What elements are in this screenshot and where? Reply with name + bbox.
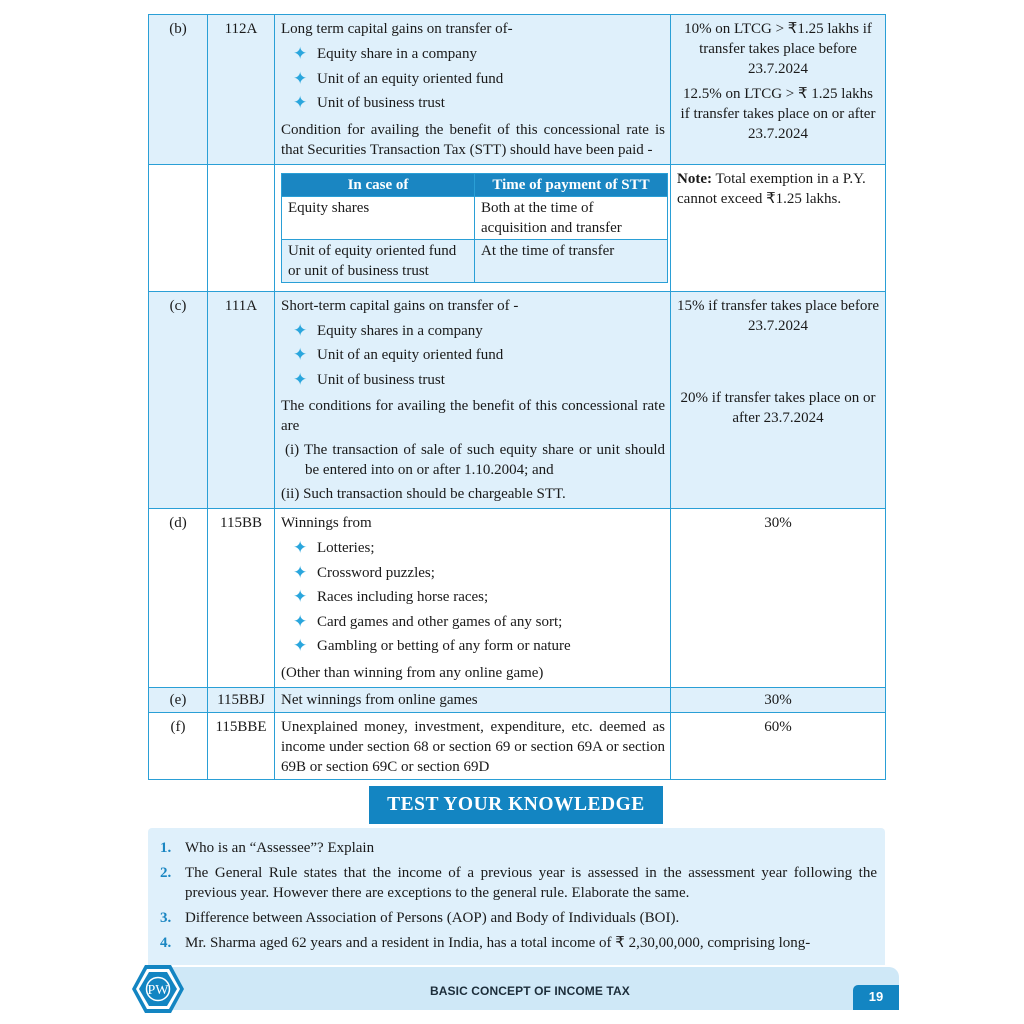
condition-text: Condition for availing the benefit of this concessional rate is that Securities Transaction Tax (STT) should have been paid - <box>281 121 665 158</box>
condition-text: The conditions for availing the benefit of this concessional rate are <box>281 398 665 434</box>
question-text: Mr. Sharma aged 62 years and a resident in India, has a total income of ₹ 2,30,00,000, comprising long- <box>185 935 811 951</box>
stt-table-cell <box>275 164 671 291</box>
question-number: 1. <box>160 840 172 856</box>
pw-hexagon-logo-icon <box>131 962 185 1016</box>
section-number: 115BBE <box>208 712 275 779</box>
rate-text: 15% if transfer takes place before 23.7.2024 <box>677 297 879 334</box>
stt-cell: At the time of transfer <box>475 239 668 282</box>
four-point-star-icon: ✦ <box>293 345 308 365</box>
four-point-star-icon: ✦ <box>293 369 308 390</box>
item-label: (b) <box>149 15 208 165</box>
table-row <box>282 196 668 239</box>
item-label: (c) <box>149 291 208 509</box>
item-label: (f) <box>149 712 208 779</box>
rate-text: 30% <box>764 515 792 531</box>
tax-rates-table <box>148 14 886 780</box>
description-cell <box>275 15 671 165</box>
rate-text: 10% on LTCG > ₹1.25 lakhs if transfer takes place before 23.7.2024 <box>684 21 872 77</box>
four-point-star-icon: ✦ <box>293 636 308 656</box>
rate-cell <box>671 509 886 688</box>
section-number: 112A <box>208 15 275 165</box>
four-point-star-icon: ✦ <box>293 611 308 632</box>
question-item <box>158 863 877 903</box>
rate-cell <box>671 15 886 165</box>
condition-item: (i) The transaction of sale of such equity share or unit should be entered into on or after 1.10.2004; and <box>285 442 665 478</box>
table-row <box>282 239 668 282</box>
description-intro: Long term capital gains on transfer of- <box>281 21 513 37</box>
questions-box <box>148 828 885 965</box>
list-item: ✦ Card games and other games of any sort; <box>281 610 665 635</box>
rate-text: 20% if transfer takes place on or after 23.7.2024 <box>680 389 876 426</box>
question-item <box>158 933 877 953</box>
table-row-d <box>149 509 886 688</box>
item-label: (e) <box>149 687 208 712</box>
note-label: Note: <box>677 170 712 187</box>
four-point-star-icon: ✦ <box>293 68 308 89</box>
four-point-star-icon: ✦ <box>293 538 308 558</box>
test-your-knowledge-heading: TEST YOUR KNOWLEDGE <box>369 786 663 824</box>
question-number: 3. <box>160 910 172 926</box>
description-cell <box>275 509 671 688</box>
description-cell: Net winnings from online games <box>275 687 671 712</box>
table-row-c <box>149 291 886 509</box>
stt-cell: Unit of equity oriented fund or unit of business trust <box>282 239 475 282</box>
list-item: ✦ Races including horse races; <box>281 585 665 610</box>
rate-text: 12.5% on LTCG > ₹ 1.25 lakhs if transfer takes place on or after 23.7.2024 <box>680 86 876 142</box>
question-number: 4. <box>160 935 172 951</box>
description-intro: Winnings from <box>281 515 372 531</box>
condition-item: (ii) Such transaction should be chargeable STT. <box>281 486 566 502</box>
four-point-star-icon: ✦ <box>293 587 308 607</box>
stt-cell: Both at the time of acquisition and transfer <box>475 196 668 239</box>
list-item: ✦ Unit of business trust <box>281 368 665 393</box>
rate-cell: 60% <box>671 712 886 779</box>
description-cell: Unexplained money, investment, expenditure, etc. deemed as income under section 68 or section 69 or section 69A or section 69B or section 69C or section 69D <box>275 712 671 779</box>
section-number: 111A <box>208 291 275 509</box>
stt-payment-table <box>281 173 668 283</box>
page-number: 19 <box>868 989 884 1004</box>
stt-header-case: In case of <box>282 173 475 196</box>
description-intro: Short-term capital gains on transfer of - <box>281 297 519 314</box>
item-label-empty <box>149 164 208 291</box>
question-item <box>158 838 877 858</box>
bullet-list <box>281 536 665 659</box>
list-item: ✦ Lotteries; <box>281 536 665 561</box>
question-text: Who is an “Assessee”? Explain <box>185 840 375 856</box>
stt-header-time: Time of payment of STT <box>475 173 668 196</box>
table-row-f <box>149 712 886 779</box>
list-item: ✦ Unit of an equity oriented fund <box>281 67 665 92</box>
stt-header-row <box>282 173 668 196</box>
table-row-e <box>149 687 886 712</box>
four-point-star-icon: ✦ <box>293 93 308 113</box>
section-number-empty <box>208 164 275 291</box>
section-number: 115BB <box>208 509 275 688</box>
bullet-list <box>281 42 665 116</box>
four-point-star-icon: ✦ <box>293 562 308 583</box>
question-text: Difference between Association of Persons (AOP) and Body of Individuals (BOI). <box>185 910 680 926</box>
list-item: ✦ Unit of an equity oriented fund <box>281 343 665 368</box>
list-item: ✦ Equity shares in a company <box>281 319 665 344</box>
question-text: The General Rule states that the income of a previous year is assessed in the assessment year following the previous year. However there are exceptions to the general rule. Elaborate the same. <box>185 865 877 901</box>
logo-text: PW <box>147 983 169 998</box>
description-cell <box>275 291 671 509</box>
list-item: ✦ Gambling or betting of any form or nature <box>281 634 665 659</box>
bullet-list <box>281 319 665 393</box>
four-point-star-icon: ✦ <box>293 44 308 64</box>
list-item: ✦ Equity share in a company <box>281 42 665 67</box>
list-item: ✦ Crossword puzzles; <box>281 561 665 586</box>
note-cell <box>671 164 886 291</box>
item-label: (d) <box>149 509 208 688</box>
note-text: Total exemption in a P.Y. cannot exceed ₹1.25 lakhs. <box>677 170 866 207</box>
four-point-star-icon: ✦ <box>293 320 308 341</box>
stt-cell: Equity shares <box>282 196 475 239</box>
table-row-b <box>149 15 886 165</box>
footer-title: BASIC CONCEPT OF INCOME TAX <box>430 984 630 998</box>
section-number: 115BBJ <box>208 687 275 712</box>
question-item <box>158 908 877 928</box>
rate-cell: 30% <box>671 687 886 712</box>
question-number: 2. <box>160 865 172 881</box>
rate-cell <box>671 291 886 509</box>
list-item: ✦ Unit of business trust <box>281 91 665 116</box>
table-row-b-stt <box>149 164 886 291</box>
exclusion-note: (Other than winning from any online game) <box>281 664 544 681</box>
